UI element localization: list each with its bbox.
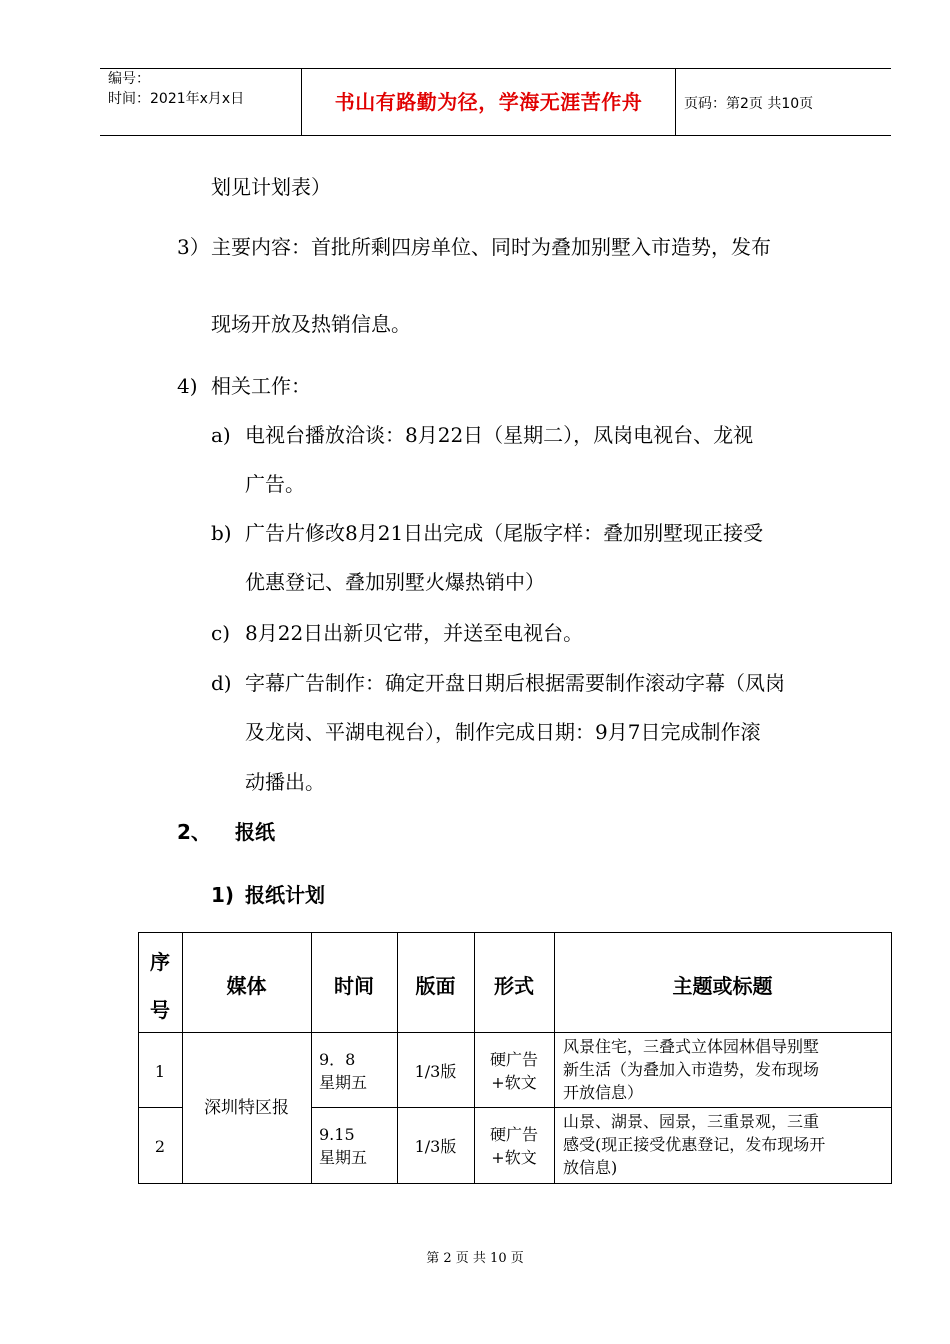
table-cell-layout: 1/3版: [414, 1137, 457, 1156]
table-header-seq: 序: [150, 950, 170, 974]
table-cell-time: 9.15: [319, 1125, 355, 1144]
table-cell-format: +软文: [491, 1148, 537, 1167]
table-cell-seq: 1: [154, 1062, 166, 1081]
table-border: [891, 932, 892, 1184]
sub-item-text: 优惠登记、叠加别墅火爆热销中）: [245, 570, 545, 594]
table-border: [138, 932, 892, 933]
table-header-format: 形式: [494, 974, 534, 998]
item-number: 3）: [177, 235, 210, 259]
header-motto: 书山有路勤为径，学海无涯苦作舟: [334, 90, 643, 114]
item-text: 主要内容：首批所剩四房单位、同时为叠加别墅入市造势，发布: [211, 235, 771, 259]
table-cell-media: 深圳特区报: [204, 1098, 289, 1118]
header-divider: [675, 68, 676, 136]
table-border: [138, 1107, 182, 1108]
section-number: 2、: [177, 820, 211, 844]
table-cell-layout: 1/3版: [414, 1062, 457, 1081]
table-border: [138, 1032, 892, 1033]
table-cell-topic: 风景住宅，三叠式立体园林倡导别墅: [563, 1037, 820, 1056]
table-cell-format: +软文: [491, 1073, 537, 1092]
header-time-label: 时间：2021年x月x日: [108, 91, 245, 107]
table-cell-topic: 感受(现正接受优惠登记，发布现场开: [563, 1135, 826, 1154]
table-cell-topic: 开放信息）: [563, 1083, 644, 1102]
table-header-seq: 号: [150, 998, 170, 1022]
header-code-label: 编号：: [108, 71, 150, 87]
table-header-layout: 版面: [415, 974, 456, 998]
sub-item-label: a): [211, 423, 231, 447]
sub-item-text: 动播出。: [245, 770, 325, 794]
header-bottom-rule: [100, 135, 891, 136]
table-header-time: 时间: [334, 974, 374, 998]
header-top-rule: [100, 68, 891, 69]
sub-item-label: d): [211, 671, 232, 695]
page-footer: 第 2 页 共 10 页: [426, 1251, 524, 1266]
table-cell-format: 硬广告: [489, 1050, 538, 1069]
sub-item-text: 广告。: [245, 472, 305, 496]
item-text: 现场开放及热销信息。: [211, 312, 411, 336]
table-cell-topic: 山景、湖景、园景，三重景观，三重: [563, 1112, 820, 1131]
table-cell-time: 9．8: [319, 1050, 356, 1069]
table-cell-format: 硬广告: [489, 1125, 538, 1144]
sub-item-text: 8月22日出新贝它带，并送至电视台。: [245, 621, 584, 645]
section-title: 报纸: [235, 820, 275, 844]
table-cell-time: 星期五: [319, 1073, 368, 1092]
paragraph-continuation: 划见计划表）: [211, 175, 331, 199]
table-border: [138, 1183, 892, 1184]
table-border: [311, 1107, 892, 1108]
table-header-topic: 主题或标题: [672, 974, 773, 998]
sub-item-label: c): [211, 621, 231, 645]
subsection-number: 1): [211, 883, 235, 907]
table-cell-seq: 2: [154, 1137, 166, 1156]
sub-item-text: 字幕广告制作：确定开盘日期后根据需要制作滚动字幕（凤岗: [245, 671, 785, 695]
table-cell-topic: 放信息): [563, 1158, 618, 1177]
subsection-title: 报纸计划: [245, 883, 325, 907]
header-page-label: 页码：第2页 共10页: [684, 96, 814, 112]
table-header-media: 媒体: [226, 974, 267, 998]
item-title: 相关工作：: [211, 374, 311, 398]
newspaper-plan-table: [138, 932, 892, 1184]
table-cell-time: 星期五: [319, 1148, 368, 1167]
table-cell-topic: 新生活（为叠加入市造势，发布现场: [563, 1060, 820, 1079]
item-number: 4): [177, 374, 198, 398]
sub-item-text: 电视台播放洽谈：8月22日（星期二），凤岗电视台、龙视: [245, 423, 754, 447]
sub-item-text: 及龙岗、平湖电视台），制作完成日期：9月7日完成制作滚: [245, 720, 761, 744]
sub-item-label: b): [211, 521, 232, 545]
sub-item-text: 广告片修改8月21日出完成（尾版字样：叠加别墅现正接受: [245, 521, 764, 545]
